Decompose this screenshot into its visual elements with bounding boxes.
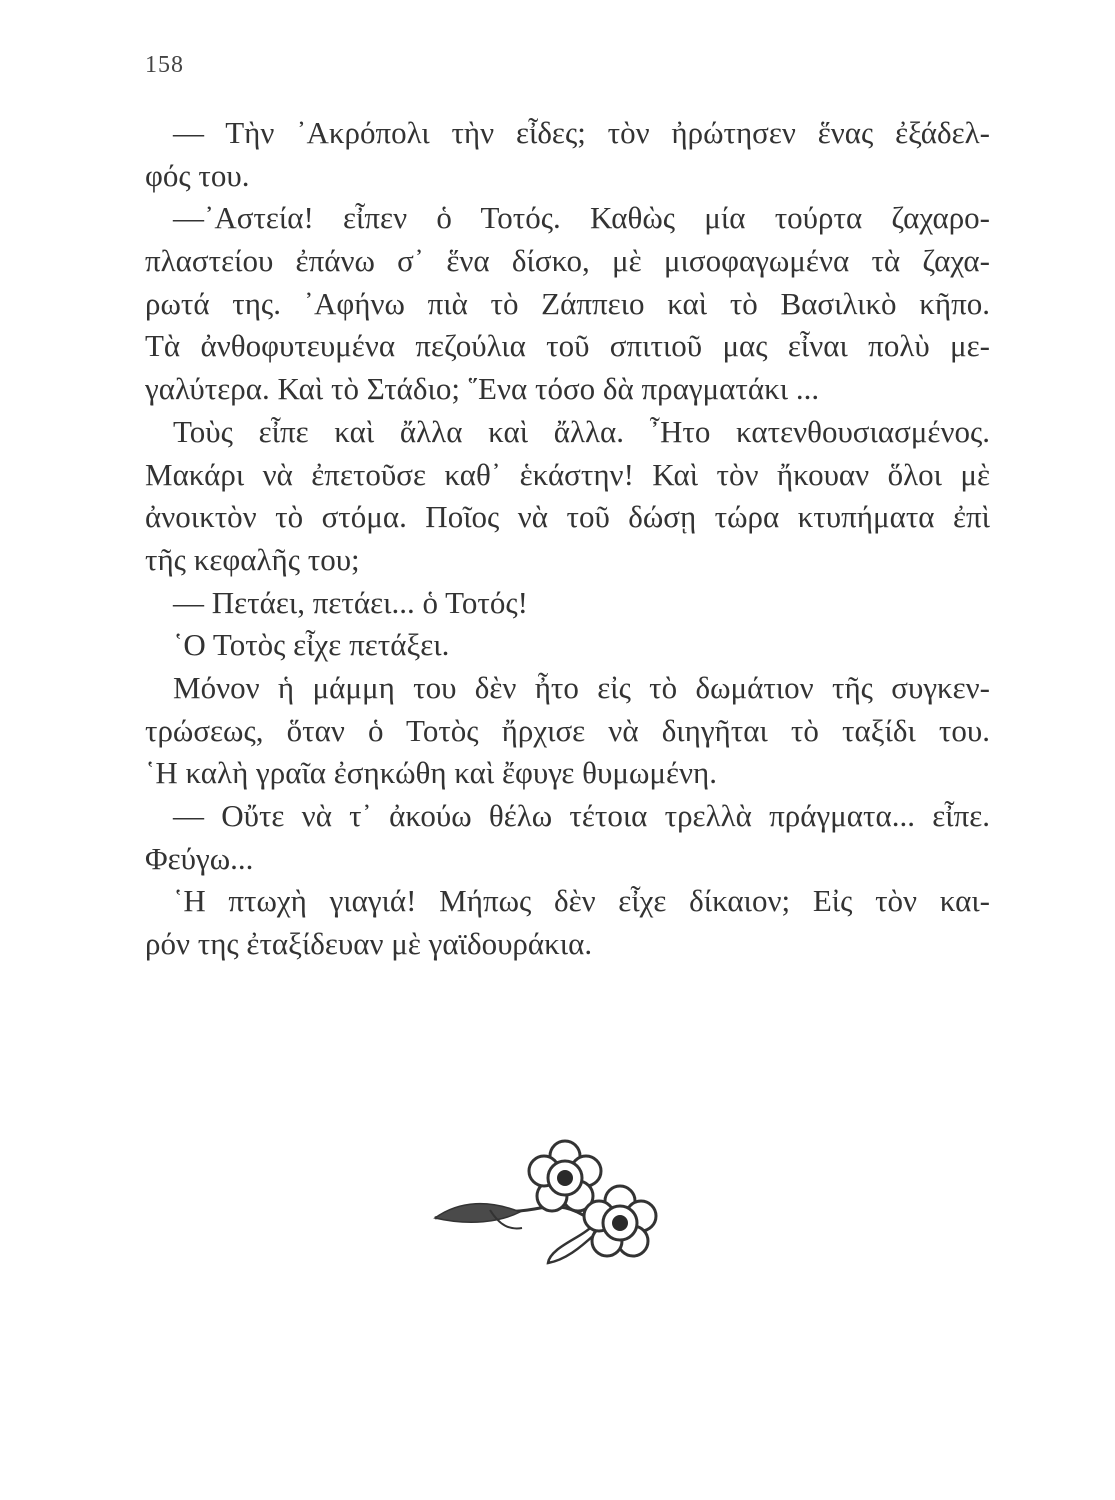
page-number: 158 [145,52,184,78]
text-line: φός του. [145,157,250,193]
text-line: γαλύτερα. Καὶ τὸ Στάδιο; ῞Ενα τόσο δὰ πραγματάκι ... [145,371,820,407]
text-line: Μόνον ἡ μάμμη του δὲν ἦτο εἰς τὸ δωμάτιον τῆς συγκεν- [173,669,990,705]
text-line: ρωτά της. ᾿Αφήνω πιὰ τὸ Ζάππειο καὶ τὸ Βασιλικὸ κῆπο. [145,285,990,321]
text-line: ῾Ο Τοτὸς εἶχε πετάξει. [173,627,450,663]
text-line: — Οὔτε νὰ τ᾿ ἀκούω θέλω τέτοια τρελλὰ πράγματα... εἶπε. [173,798,990,833]
text-line: ῾Η πτωχὴ γιαγιά! Μήπως δὲν εἶχε δίκαιον; Εἰς τὸν και- [173,883,990,919]
text-line: Φεύγω... [145,840,254,876]
text-line: Τοὺς εἶπε καὶ ἄλλα καὶ ἄλλα. ῏Ητο κατενθουσιασμένος. [173,413,990,449]
text-line: — Πετάει, πετάει... ὁ Τοτός! [173,584,528,620]
text-line: ἀνοικτὸν τὸ στόμα. Ποῖος νὰ τοῦ δώσῃ τώρα κτυπήματα ἐπὶ [145,499,990,535]
text-line: πλαστείου ἐπάνω σ᾿ ἕνα δίσκο, μὲ μισοφαγωμένα τὰ ζαχα- [145,243,990,279]
text-line: ῾Η καλὴ γραῖα ἐσηκώθη καὶ ἔφυγε θυμωμένη. [145,755,718,791]
body-text [145,112,990,966]
text-line: ρόν της ἐταξίδευαν μὲ γαϊδουράκια. [145,926,593,962]
flower-ornament-icon [430,1138,670,1278]
text-line: Τὰ ἀνθοφυτευμένα πεζούλια τοῦ σπιτιοῦ μας εἶναι πολὺ με- [145,328,990,364]
text-line: τῆς κεφαλῆς του; [145,541,360,577]
text-line: Μακάρι νὰ ἐπετοῦσε καθ᾿ ἑκάστην! Καὶ τὸν ἤκουαν ὅλοι μὲ [145,456,990,492]
text-line: —᾿Αστεία! εἶπεν ὁ Τοτός. Καθὼς μία τούρτα ζαχαρο- [173,200,990,236]
text-line: — Τὴν ᾿Ακρόπολι τὴν εἶδες; τὸν ἠρώτησεν ἕνας ἐξάδελ- [173,115,990,150]
text-line: τρώσεως, ὅταν ὁ Τοτὸς ἤρχισε νὰ διηγῆται τὸ ταξίδι του. [145,712,990,748]
